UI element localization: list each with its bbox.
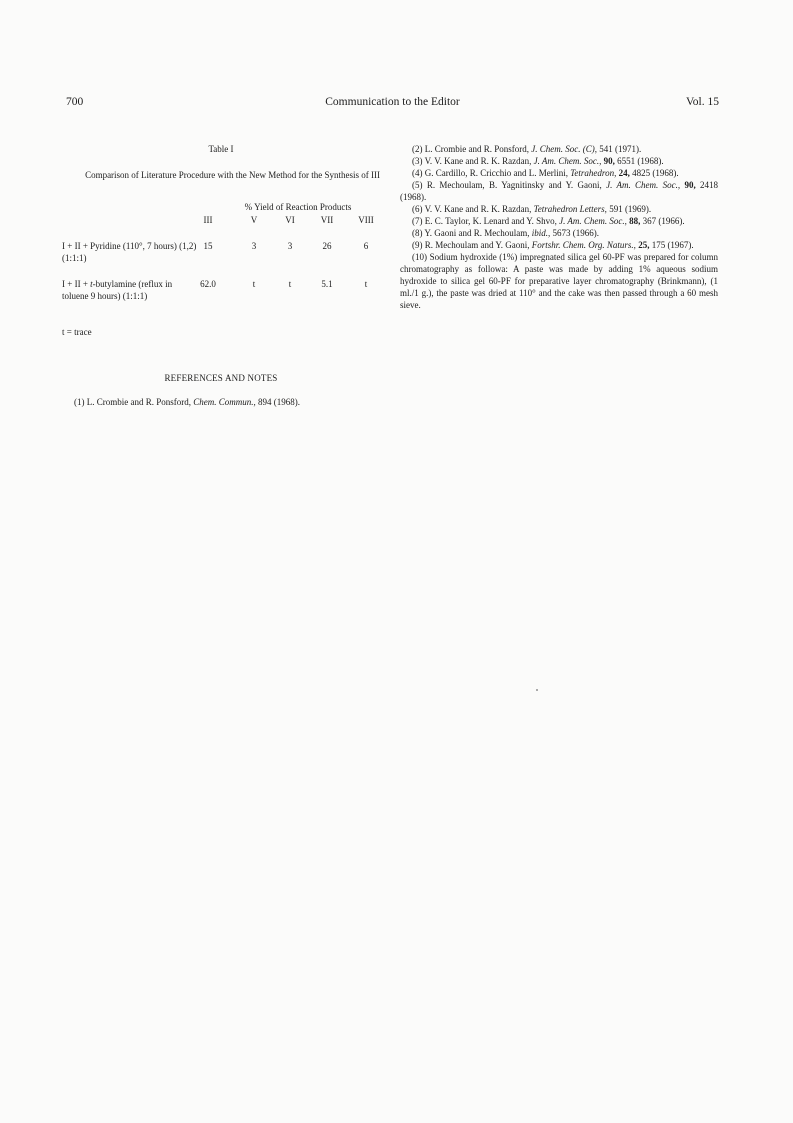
table-row: [62, 240, 380, 264]
page-number: 700: [66, 96, 84, 108]
reference-entry: (7) E. C. Taylor, K. Lenard and Y. Shvo, J. Am. Chem. Soc., 88, 367 (1966).: [412, 216, 685, 226]
reference-entry: (2) L. Crombie and R. Ponsford, J. Chem. Soc. (C), 541 (1971).: [412, 144, 642, 154]
table-cell: t: [288, 279, 292, 289]
table-group-header: % Yield of Reaction Products: [244, 202, 352, 212]
reference-entry: (4) G. Cardillo, R. Cricchio and L. Merlini, Tetrahedron, 24, 4825 (1968).: [412, 168, 679, 178]
table-footnote: t = trace: [62, 327, 92, 337]
page-header: [66, 96, 719, 112]
column-header: V: [250, 215, 258, 225]
table-cell: 5.1: [321, 279, 333, 289]
left-column: [62, 143, 380, 408]
reference-entry: (8) Y. Gaoni and R. Mechoulam, ibid., 5673 (1966).: [412, 228, 600, 238]
table-cell: 6: [363, 241, 369, 251]
running-title: Communication to the Editor: [325, 96, 460, 108]
table-row: [62, 278, 380, 314]
table-cell: 3: [251, 241, 257, 251]
table-cell: t: [364, 279, 368, 289]
table-title: Table I: [208, 144, 234, 154]
table-cell: 3: [287, 241, 293, 251]
column-header: VIII: [358, 215, 374, 225]
table-cell: t: [252, 279, 256, 289]
reference-entry: (5) R. Mechoulam, B. Yagnitinsky and Y. Gaoni, J. Am. Chem. Soc., 90, 2418 (1968).: [400, 180, 719, 202]
reference-entry: (9) R. Mechoulam and Y. Gaoni, Fortshr. Chem. Org. Naturs., 25, 175 (1967).: [412, 240, 694, 250]
column-header: VII: [320, 215, 334, 225]
table-column-headers: [62, 214, 380, 226]
reference-entry: (1) L. Crombie and R. Ponsford, Chem. Commun., 894 (1968).: [74, 397, 300, 407]
table-caption: Comparison of Literature Procedure with the New Method for the Synthesis of III: [85, 170, 380, 180]
references-heading: REFERENCES AND NOTES: [164, 373, 278, 383]
row-label: I + II + t-butylamine (reflux in toluene 9 hours) (1:1:1): [62, 279, 173, 301]
volume-label: Vol. 15: [685, 96, 719, 108]
table-cell: 26: [322, 241, 332, 251]
row-label: I + II + Pyridine (110°, 7 hours) (1,2) (1:1:1): [62, 241, 197, 263]
right-column: [400, 143, 718, 311]
scan-speck: [536, 689, 538, 691]
column-header: VI: [285, 215, 295, 225]
column-header: III: [203, 215, 213, 225]
reference-entry: (6) V. V. Kane and R. K. Razdan, Tetrahedron Letters, 591 (1969).: [412, 204, 652, 214]
table-cell: 15: [203, 241, 213, 251]
table-cell: 62.0: [200, 279, 216, 289]
reference-entry: (3) V. V. Kane and R. K. Razdan, J. Am. Chem. Soc., 90, 6551 (1968).: [412, 156, 664, 166]
reference-entry: (10) Sodium hydroxide (1%) impregnated silica gel 60-PF was prepared for column chromatography as followa: A paste was made by adding 1% aqueous sodium hydroxide to silica gel 60-PF for preparative layer chromatography (Brinkmann), (1 ml./1 g.), the paste was dried at 110° and the cake was then passed through a 60 mesh sieve.: [400, 252, 719, 310]
